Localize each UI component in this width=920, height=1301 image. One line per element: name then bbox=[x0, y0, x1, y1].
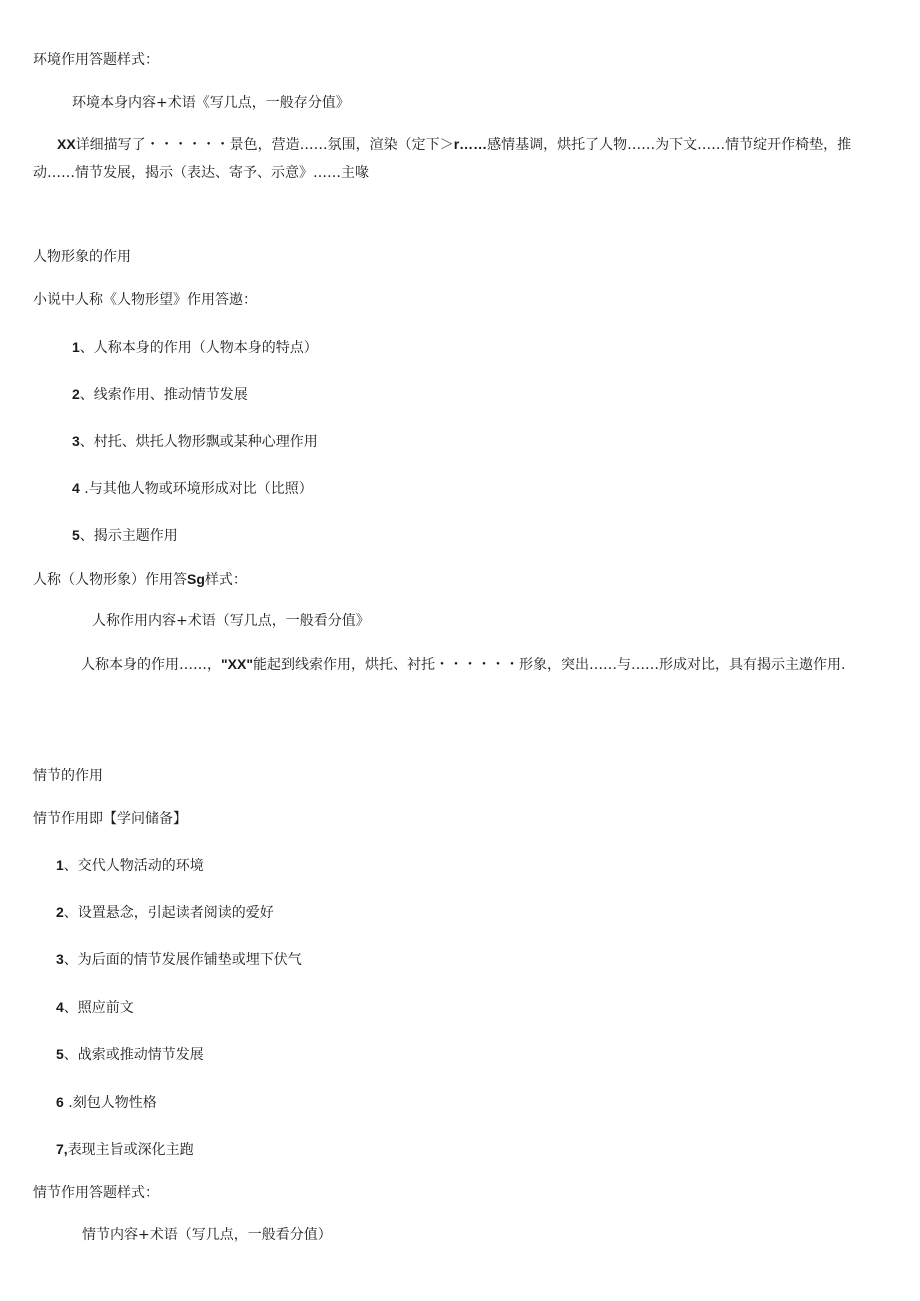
list-item-text: .刻包人物性格 bbox=[63, 1095, 157, 1111]
plot-list-item bbox=[56, 997, 134, 1018]
env-example-part2: 感情基调，烘托了人物……为下文……情节绽开作椅垫，推动……情节发展，揭示（表达、寄予、示意》……主喙 bbox=[33, 137, 852, 181]
plot-list-item bbox=[56, 1092, 157, 1113]
env-answer-heading: 环境作用答题样式： bbox=[33, 52, 159, 68]
list-item-number: 5 bbox=[56, 1046, 64, 1062]
list-item-number: 2 bbox=[56, 904, 64, 920]
char-list-item bbox=[72, 384, 248, 405]
char-style-bold: Sg bbox=[187, 571, 205, 587]
list-item-number: 3 bbox=[56, 951, 64, 967]
plot-list-item bbox=[56, 949, 302, 970]
plot-list-item bbox=[56, 1044, 204, 1065]
list-item-text: 、照应前文 bbox=[63, 1000, 134, 1016]
list-item-number: 3 bbox=[72, 433, 80, 449]
list-item-text: .与其他人物或环境形成对比（比照） bbox=[79, 481, 313, 497]
list-item-number: 4 bbox=[72, 480, 80, 496]
list-item-text: 、战索或推动情节发展 bbox=[63, 1047, 204, 1063]
env-example-bold: XX bbox=[57, 136, 76, 152]
list-item-text: 表现主旨或深化主跑 bbox=[67, 1142, 194, 1158]
plot-list-item bbox=[56, 855, 204, 876]
list-item-number: 1 bbox=[56, 857, 64, 873]
char-list-item bbox=[72, 478, 313, 499]
list-item-text: 、设置悬念，引起读者阅读的爱好 bbox=[63, 905, 274, 921]
char-section-title: 人物形象的作用 bbox=[33, 249, 131, 265]
list-item-number: 6 bbox=[56, 1094, 64, 1110]
char-answer-style-heading bbox=[33, 569, 247, 590]
list-item-text: 、村托、烘托人物形飘或某种心理作用 bbox=[79, 434, 318, 450]
list-item-text: 、交代人物活动的环境 bbox=[63, 858, 204, 874]
char-list-item bbox=[72, 525, 178, 546]
list-item-text: 、人称本身的作用（人物本身的特点） bbox=[79, 340, 318, 356]
char-style-pre: 人称（人物形象）作用答 bbox=[33, 572, 187, 588]
char-example-paragraph bbox=[33, 650, 888, 679]
env-example-part1: 详细描写了・・・・・・景色，营造……氛围，渲染（定下＞ bbox=[75, 137, 454, 153]
env-example-bold2: r…… bbox=[453, 136, 488, 152]
plot-list-item bbox=[56, 1139, 194, 1160]
plot-section-intro: 情节作用即【学问储备】 bbox=[33, 811, 187, 827]
char-example-part2: 能起到线索作用，烘托、衬托・・・・・・形象，突出……与……形成对比，具有揭示主遨作用. bbox=[252, 657, 846, 673]
plot-list-item bbox=[56, 902, 274, 923]
char-example-bold: "XX" bbox=[221, 656, 253, 672]
char-style-post: 样式： bbox=[204, 572, 247, 588]
env-example-paragraph bbox=[33, 130, 888, 187]
plot-answer-style-heading: 情节作用答题样式： bbox=[33, 1185, 159, 1201]
char-section-intro: 小说中人称《人物形望》作用答遨： bbox=[33, 292, 257, 308]
list-item-number: 1 bbox=[72, 339, 80, 355]
char-answer-formula: 人称作用内容+术语（写几点，一般看分值》 bbox=[92, 613, 370, 629]
env-answer-formula: 环境本身内容+术语《写几点，一般存分值》 bbox=[72, 95, 350, 111]
char-example-part1: 人称本身的作用……， bbox=[81, 657, 221, 673]
list-item-number: 7, bbox=[56, 1141, 68, 1157]
list-item-text: 、线索作用、推动情节发展 bbox=[79, 387, 248, 403]
list-item-number: 5 bbox=[72, 527, 80, 543]
char-list-item bbox=[72, 431, 318, 452]
plot-section-title: 情节的作用 bbox=[33, 768, 103, 784]
char-list-item bbox=[72, 337, 318, 358]
list-item-number: 4 bbox=[56, 999, 64, 1015]
plot-answer-formula: 情节内容+术语（写几点，一般看分值） bbox=[82, 1227, 332, 1243]
list-item-number: 2 bbox=[72, 386, 80, 402]
list-item-text: 、为后面的情节发展作铺垫或埋下伏气 bbox=[63, 952, 302, 968]
list-item-text: 、揭示主题作用 bbox=[79, 528, 178, 544]
